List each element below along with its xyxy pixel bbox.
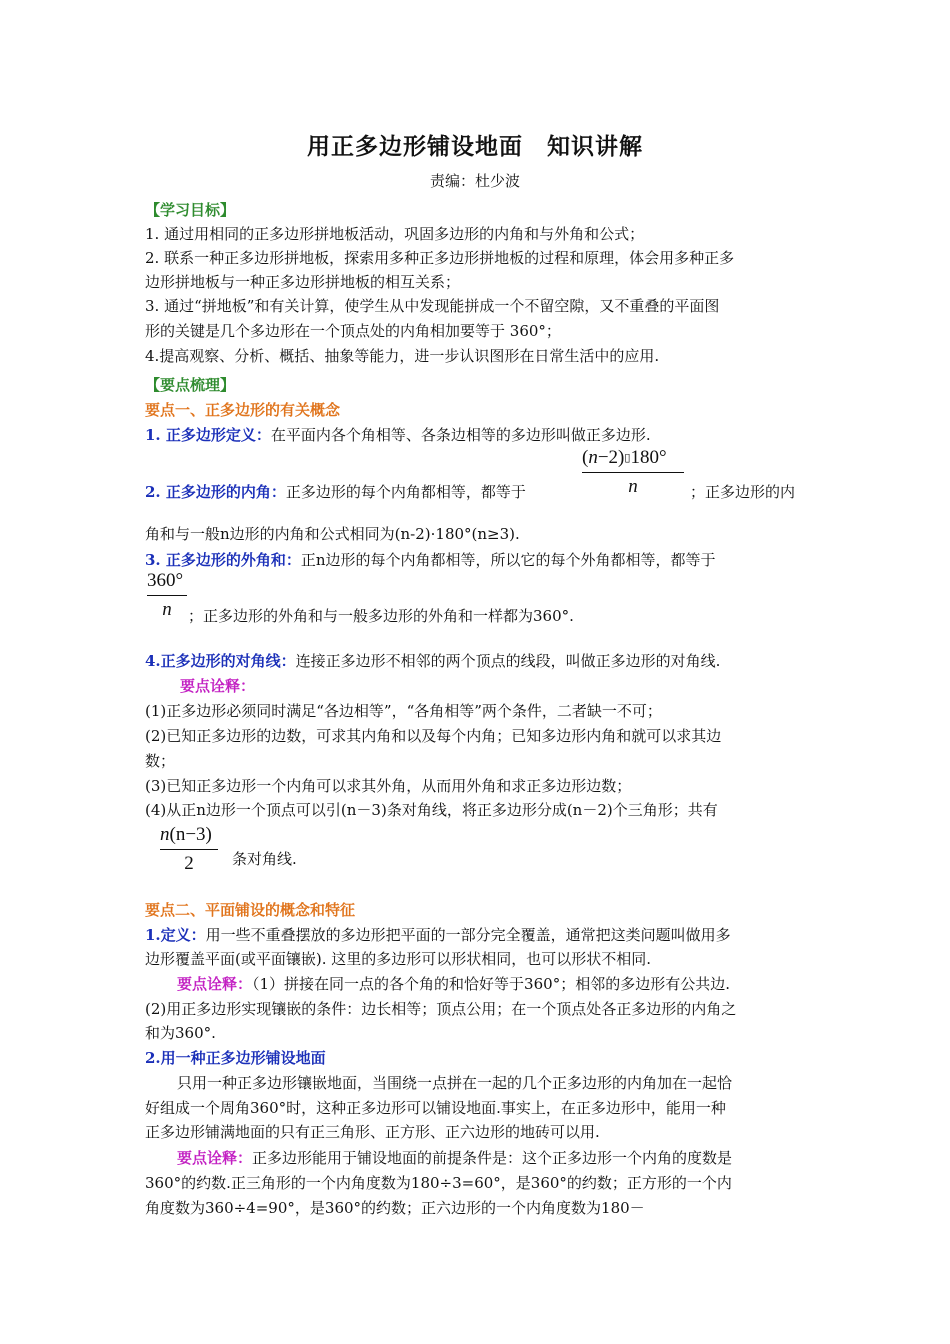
fraction-numerator: (n−2)▯180° [582, 447, 667, 468]
tiling-note-line [177, 974, 730, 994]
goal-line: 形的关键是几个多边形在一个顶点处的内角相加要等于 360°； [145, 322, 561, 340]
fraction-denominator: n [628, 476, 638, 497]
paragraph-line: 正多边形铺满地面的只有正三角形、正方形、正六边形的地砖可以用. [145, 1123, 600, 1141]
fraction-bar [147, 595, 187, 596]
paragraph-line: 只用一种正多边形镶嵌地面，当围绕一点拼在一起的几个正多边形的内角加在一起恰 [177, 1074, 733, 1092]
diagonal-text: 连接正多边形不相邻的两个顶点的线段，叫做正多边形的对角线. [295, 652, 721, 670]
points-header: 【要点梳理】 [145, 376, 236, 394]
note-label: 要点诠释： [177, 1149, 253, 1167]
fraction-numerator: n(n−3) [160, 824, 212, 845]
goal-line: 2. 联系一种正多边形拼地板，探索用多种正多边形拼地板的过程和原理，体会用多种正多 [145, 249, 735, 267]
note-item: (4)从正n边形一个顶点可以引(n－3)条对角线，将正多边形分成(n－2)个三角形；共有 [145, 801, 718, 819]
fraction-numerator: 360° [147, 570, 184, 591]
goal-line: 边形拼地板与一种正多边形拼地板的相互关系； [145, 273, 461, 291]
interior-angle-tail: ；正多边形的内 [690, 483, 796, 501]
exterior-angle-text: 正n边形的每个内角都相等，所以它的每个外角都相等，都等于 [300, 551, 716, 569]
note-item: 和为360°. [145, 1024, 216, 1042]
fraction-denominator: n [162, 599, 172, 620]
definition-text: 在平面内各个角相等、各条边相等的多边形叫做正多边形. [270, 426, 651, 444]
section-heading-2: 要点二、平面铺设的概念和特征 [145, 901, 356, 919]
diagonal-line [145, 651, 720, 671]
exterior-angle-label: 3. 正多边形的外角和： [145, 551, 301, 569]
diagonal-count-fraction [160, 824, 218, 875]
note-text: 正多边形能用于铺设地面的前提条件是：这个正多边形一个内角的度数是 [252, 1149, 733, 1167]
note-item: (2)已知正多边形的边数，可求其内角和以及每个内角；已知多边形内角和就可以求其边 [145, 727, 722, 745]
author-line: 责编：杜少波 [429, 172, 520, 190]
exterior-angle-fraction [147, 570, 187, 621]
fraction-denominator: 2 [184, 853, 194, 874]
note-label: 要点诠释： [177, 975, 253, 993]
note-item: 数； [145, 752, 176, 770]
goal-line: 1. 通过用相同的正多边形拼地板活动，巩固多边形的内角和与外角和公式； [145, 225, 645, 243]
note-item: (2)用正多边形实现镶嵌的条件：边长相等；顶点公用；在一个顶点处各正多边形的内角之 [145, 1000, 737, 1018]
fraction-bar [160, 849, 218, 850]
definition-line [145, 425, 651, 445]
subsection-heading: 2.用一种正多边形铺设地面 [145, 1049, 326, 1067]
note-text: （1）拼接在同一点的各个角的和恰好等于360°；相邻的多边形有公共边. [252, 975, 730, 993]
tiling-definition-text: 用一些不重叠摆放的多边形把平面的一部分完全覆盖，通常把这类问题叫做用多 [205, 926, 731, 944]
interior-angle-label: 2. 正多边形的内角： [145, 483, 286, 501]
page-title: 用正多边形铺设地面 知识讲解 [307, 133, 643, 160]
definition-label: 1. 正多边形定义： [145, 426, 271, 444]
paragraph-line: 360°的约数.正三角形的一个内角度数为180÷3=60°，是360°的约数；正方形的一个内 [145, 1174, 732, 1192]
goal-line: 4.提高观察、分析、概括、抽象等能力，进一步认识图形在日常生活中的应用. [145, 347, 660, 365]
interior-angle-text: 正多边形的每个内角都相等，都等于 [285, 483, 526, 501]
tiling-definition-continuation: 边形覆盖平面(或平面镶嵌). 这里的多边形可以形状相同，也可以形状不相同. [145, 950, 652, 968]
goals-header: 【学习目标】 [145, 201, 236, 219]
diagonal-label: 4.正多边形的对角线： [145, 652, 296, 670]
note-item: (3)已知正多边形一个内角可以求其外角，从而用外角和求正多边形边数； [145, 777, 632, 795]
note-label: 要点诠释： [180, 677, 256, 695]
exterior-angle-line [145, 550, 716, 570]
section-heading-1: 要点一、正多边形的有关概念 [145, 401, 341, 419]
tiling-definition-line [145, 925, 731, 945]
diagonal-count-tail: 条对角线. [232, 850, 297, 868]
interior-angle-fraction [582, 447, 684, 498]
note-item: (1)正多边形必须同时满足“各边相等”，“各角相等”两个条件，二者缺一不可； [145, 702, 662, 720]
interior-angle-line [145, 482, 526, 502]
fraction-bar [582, 472, 684, 473]
goal-line: 3. 通过“拼地板”和有关计算，使学生从中发现能拼成一个不留空隙，又不重叠的平面图 [145, 297, 720, 315]
paragraph-line: 角度数为360÷4=90°，是360°的约数；正六边形的一个内角度数为180－ [145, 1199, 645, 1217]
exterior-angle-continuation: ；正多边形的外角和与一般多边形的外角和一样都为360°. [188, 607, 574, 625]
tiling-note-line-2 [177, 1148, 732, 1168]
interior-angle-continuation: 角和与一般n边形的内角和公式相同为(n-2)·180°(n≥3). [145, 525, 520, 543]
paragraph-line: 好组成一个周角360°时，这种正多边形可以铺设地面.事实上，在正多边形中，能用一种 [145, 1099, 726, 1117]
tiling-definition-label: 1.定义： [145, 926, 206, 944]
